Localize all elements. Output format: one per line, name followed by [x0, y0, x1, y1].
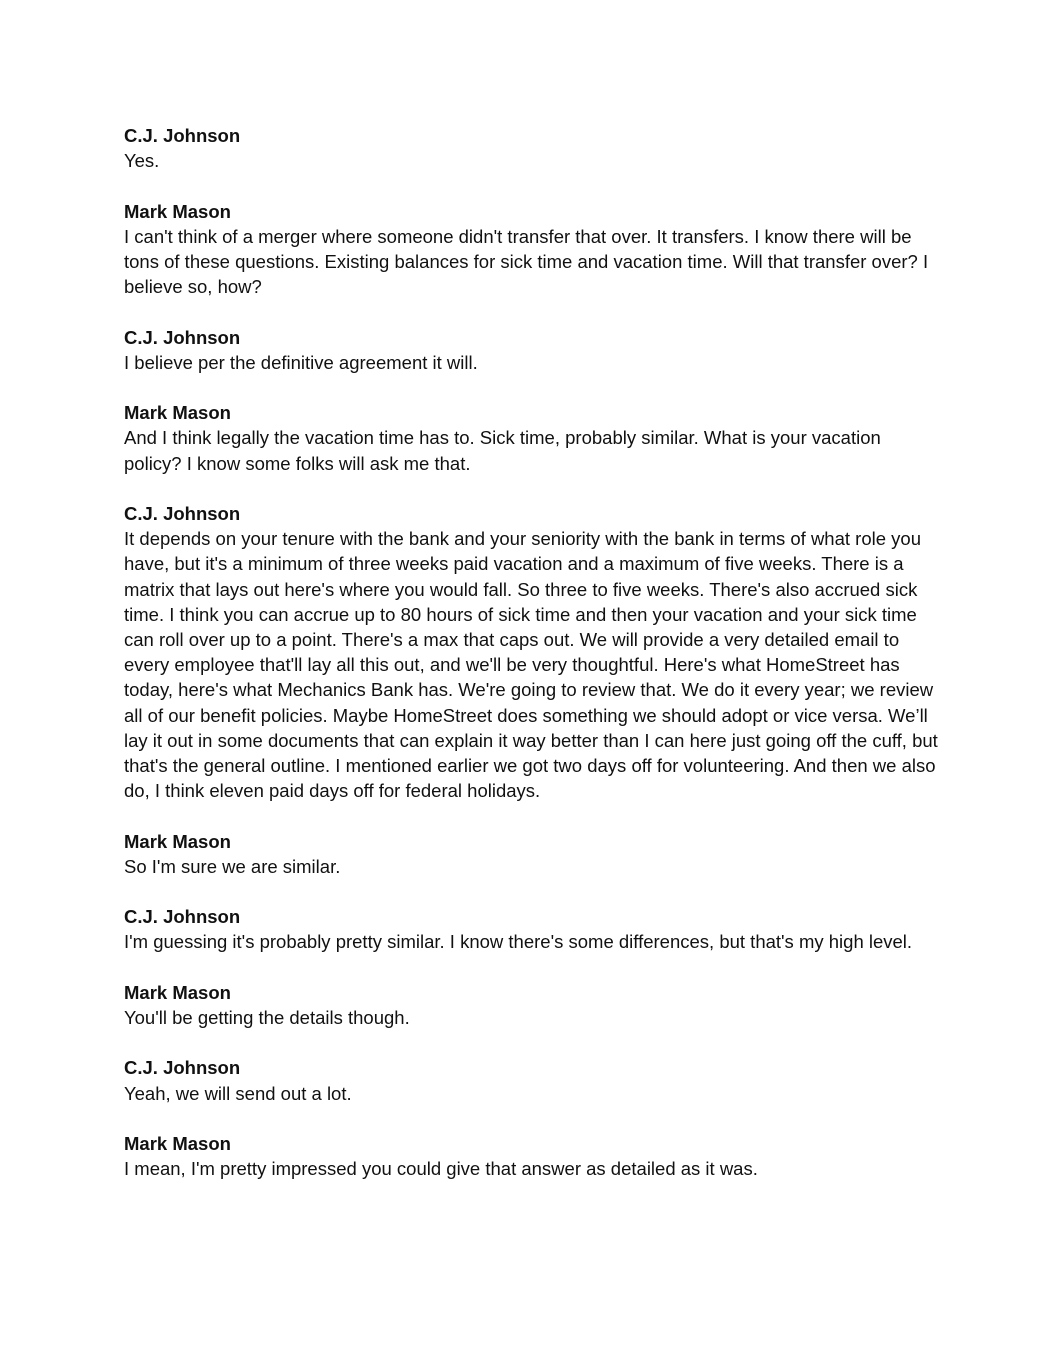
utterance-text: It depends on your tenure with the bank and your seniority with the bank in terms of what role you have, but it's a minimum of three weeks paid vacation and a maximum of five weeks. There is a matrix that lays out here's where you would fall. So three to five weeks. There's also accrued sick time. I think you can accrue up to 80 hours of sick time and then your vacation and your sick time can roll over up to a point. There's a max that caps out. We will provide a very detailed email to every employee that'll lay all this out, and we'll be very thoughtful. Here's what HomeStreet has today, here's what Mechanics Bank has. We're going to review that. We do it every year; we review all of our benefit policies. Maybe HomeStreet does something we should adopt or vice versa. We’ll lay it out in some documents that can explain it way better than I can here just going off the cuff, but that's the general outline. I mentioned earlier we got two days off for volunteering. And then we also do, I think eleven paid days off for federal holidays. [124, 528, 938, 802]
transcript-entry [124, 199, 939, 300]
transcript-entry [124, 400, 939, 476]
utterance-text: Yes. [124, 150, 160, 172]
speaker-name: Mark Mason [124, 200, 231, 222]
transcript-entry [124, 904, 939, 954]
speaker-name: Mark Mason [124, 402, 231, 424]
speaker-name: C.J. Johnson [124, 906, 241, 928]
speaker-name: Mark Mason [124, 981, 231, 1003]
utterance-text: So I'm sure we are similar. [124, 855, 341, 877]
speaker-name: C.J. Johnson [124, 502, 241, 524]
transcript-entry [124, 325, 939, 375]
utterance-text: I can't think of a merger where someone didn't transfer that over. It transfers. I know there will be tons of these questions. Existing balances for sick time and vacation time. Will that transfer over? I believe so, how? [124, 225, 929, 298]
speaker-name: Mark Mason [124, 830, 231, 852]
utterance-text: You'll be getting the details though. [124, 1007, 410, 1028]
transcript-entry [124, 980, 939, 1030]
utterance-text: I mean, I'm pretty impressed you could give that answer as detailed as it was. [124, 1158, 758, 1180]
transcript-entry [124, 1055, 939, 1105]
utterance-text: I believe per the definitive agreement it will. [124, 351, 478, 373]
speaker-name: C.J. Johnson [124, 1057, 241, 1079]
transcript-entry [124, 1131, 939, 1181]
utterance-text: Yeah, we will send out a lot. [124, 1082, 352, 1104]
utterance-text: I'm guessing it's probably pretty similar. I know there's some differences, but that's my high level. [124, 931, 913, 953]
speaker-name: C.J. Johnson [124, 326, 241, 348]
transcript-entry [124, 501, 939, 803]
transcript-page [124, 123, 939, 1207]
speaker-name: Mark Mason [124, 1132, 231, 1154]
transcript-entry [124, 123, 939, 173]
transcript-entry [124, 829, 939, 879]
utterance-text: And I think legally the vacation time has to. Sick time, probably similar. What is your vacation policy? I know some folks will ask me that. [124, 427, 881, 474]
speaker-name: C.J. Johnson [124, 125, 241, 146]
